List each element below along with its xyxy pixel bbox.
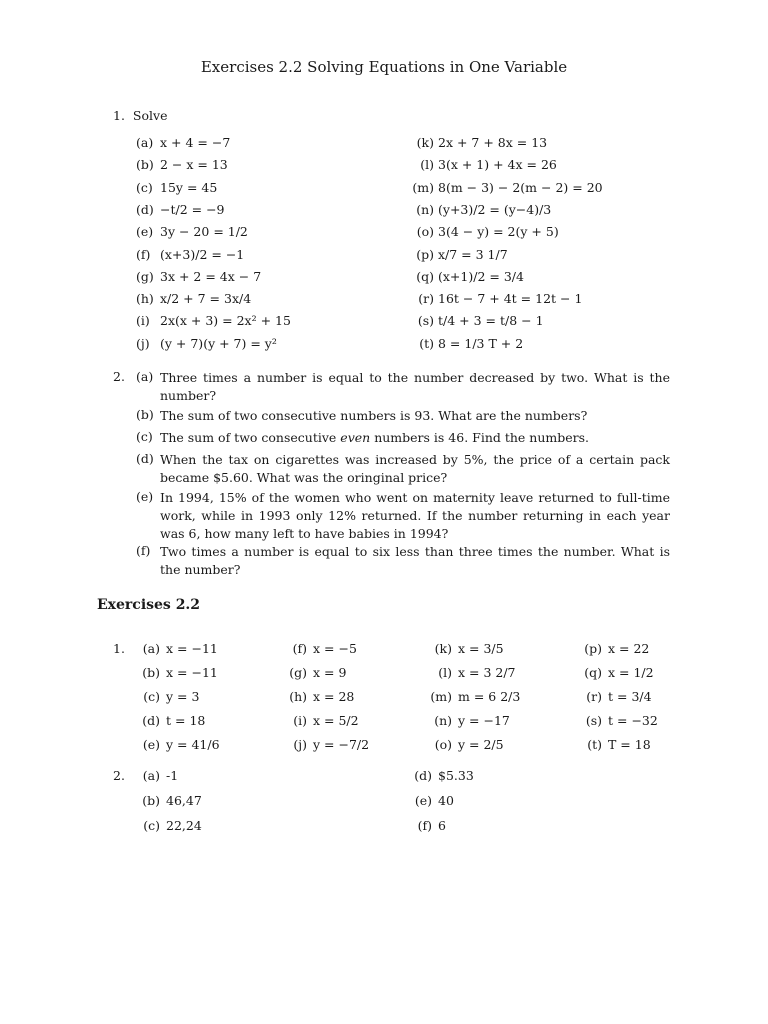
problem-text: When the tax on cigarettes was increased by 5%, the price of a certain pack became $5.60. What was the oringinal price? — [160, 452, 670, 485]
answer-text: y = 2/5 — [458, 737, 504, 752]
emphasis-text: even — [340, 430, 371, 445]
equation-text: (x+1)/2 = 3/4 — [438, 268, 524, 284]
word-problem-item — [136, 489, 670, 543]
answer-text: y = 41/6 — [166, 737, 220, 752]
answer-text: t = 18 — [166, 713, 206, 728]
equation-text: (y+3)/2 = (y−4)/3 — [438, 201, 552, 217]
item-label: (g) — [136, 268, 154, 284]
item-label: (d) — [136, 201, 154, 217]
answers-heading: Exercises 2.2 — [97, 597, 201, 613]
equation-text: t/4 + 3 = t/8 − 1 — [438, 313, 544, 329]
answer-text: t = −32 — [608, 713, 658, 728]
item-label: (r) — [586, 689, 602, 704]
answer-text: x = 5/2 — [313, 713, 359, 728]
answer-text: T = 18 — [608, 737, 651, 752]
item-label: (c) — [136, 429, 153, 444]
answer-text: x = 9 — [313, 665, 347, 680]
equation-text: (y + 7)(y + 7) = y² — [160, 335, 277, 351]
item-label: (m) — [430, 689, 452, 704]
item-label: (t) — [419, 335, 434, 351]
equation-item — [402, 202, 551, 217]
item-label: (o) — [434, 737, 452, 752]
item-label: (d) — [142, 713, 160, 728]
answer-item — [572, 641, 649, 656]
answer-item — [422, 689, 520, 704]
answer-text: x = 22 — [608, 641, 650, 656]
answer-2-number: 2. — [113, 768, 125, 783]
equation-text: 3y − 20 = 1/2 — [160, 224, 248, 240]
equation-item — [402, 336, 523, 351]
item-label: (b) — [142, 665, 160, 680]
word-problem-item — [136, 543, 670, 579]
item-label: (d) — [414, 768, 432, 783]
item-label: (n) — [416, 201, 434, 217]
answer-item — [130, 818, 202, 833]
item-label: (h) — [136, 291, 154, 307]
equation-item — [402, 269, 524, 284]
answer-item — [422, 665, 516, 680]
item-label: (p) — [584, 641, 602, 656]
answer-text: 6 — [438, 818, 446, 833]
equation-item — [136, 336, 277, 351]
question-1-header — [113, 108, 167, 123]
problem-text-part: numbers is 46. Find the numbers. — [370, 430, 590, 445]
equation-item — [136, 269, 261, 284]
answer-item — [130, 665, 218, 680]
word-problem-item — [136, 451, 670, 487]
item-label: (f) — [136, 543, 151, 558]
answer-text: y = 3 — [166, 689, 200, 704]
equation-text: 8 = 1/3 T + 2 — [438, 335, 524, 351]
equation-text: 3x + 2 = 4x − 7 — [160, 268, 262, 284]
item-label: (q) — [416, 268, 434, 284]
equation-text: 2 − x = 13 — [160, 157, 228, 173]
answer-item — [422, 737, 504, 752]
page-title: Exercises 2.2 Solving Equations in One Variable — [200, 58, 568, 76]
item-label: (e) — [142, 737, 160, 752]
item-label: (s) — [417, 313, 434, 329]
equation-text: 3(x + 1) + 4x = 26 — [438, 157, 557, 173]
item-label: (e) — [136, 224, 154, 240]
answer-text: x = 1/2 — [608, 665, 654, 680]
item-label: (g) — [289, 665, 307, 680]
answer-text: x = −11 — [166, 665, 218, 680]
equation-item — [136, 180, 217, 195]
problem-text: The sum of two consecutive numbers is 93. What are the numbers? — [160, 408, 588, 423]
answer-1-number: 1. — [113, 641, 125, 656]
answer-text: x = 28 — [313, 689, 355, 704]
item-label: (f) — [136, 246, 151, 262]
item-label: (k) — [434, 641, 452, 656]
equation-text: −t/2 = −9 — [160, 201, 225, 217]
problem-text: Two times a number is equal to six less than three times the number. What is the number? — [160, 544, 670, 577]
item-label: (a) — [142, 768, 160, 783]
item-label: (h) — [289, 689, 307, 704]
item-label: (r) — [418, 291, 434, 307]
item-label: (d) — [136, 451, 154, 466]
equation-item — [136, 135, 230, 150]
answer-item — [277, 641, 357, 656]
equation-text: (x+3)/2 = −1 — [160, 246, 245, 262]
item-label: (b) — [142, 793, 160, 808]
equation-item — [402, 313, 544, 328]
answer-text: t = 3/4 — [608, 689, 652, 704]
item-label: (b) — [136, 157, 154, 173]
answer-item — [130, 737, 220, 752]
answer-text: 46,47 — [166, 793, 202, 808]
question-number: 1. — [113, 108, 125, 123]
equation-item — [136, 291, 251, 306]
answer-text: 40 — [438, 793, 454, 808]
question-intro: Solve — [132, 108, 168, 123]
problem-text: Three times a number is equal to the number decreased by two. What is the number? — [160, 370, 670, 403]
answer-item — [402, 768, 474, 783]
answer-item — [402, 818, 446, 833]
answer-text: y = −17 — [458, 713, 510, 728]
equation-item — [402, 247, 508, 262]
item-label: (o) — [416, 224, 434, 240]
answer-text: 22,24 — [166, 818, 202, 833]
answer-text: x = −11 — [166, 641, 218, 656]
answer-text: -1 — [166, 768, 179, 783]
word-problem-item — [136, 429, 670, 447]
item-label: (e) — [136, 489, 154, 504]
answer-item — [277, 689, 354, 704]
equation-text: 16t − 7 + 4t = 12t − 1 — [438, 291, 583, 307]
answer-item — [572, 737, 651, 752]
answer-text: $5.33 — [438, 768, 474, 783]
item-label: (j) — [136, 335, 150, 351]
problem-text-part: The sum of two consecutive — [160, 430, 341, 445]
item-label: (j) — [293, 737, 307, 752]
problem-text: In 1994, 15% of the women who went on maternity leave returned to full-time work, while in 1993 only 12% returned. If the number returning in each year was 6, how many left to have babies in 1994? — [160, 490, 670, 541]
answer-text: y = −7/2 — [313, 737, 370, 752]
answer-item — [572, 713, 658, 728]
item-label: (n) — [434, 713, 452, 728]
equation-text: 15y = 45 — [160, 179, 218, 195]
item-label: (q) — [584, 665, 602, 680]
answer-item — [402, 793, 454, 808]
equation-item — [136, 202, 225, 217]
equation-item — [136, 247, 244, 262]
equation-item — [136, 313, 291, 328]
equation-item — [136, 224, 248, 239]
answer-text: m = 6 2/3 — [458, 689, 521, 704]
answer-text: x = 3/5 — [458, 641, 504, 656]
equation-text: 2x(x + 3) = 2x² + 15 — [160, 313, 291, 329]
answer-text: x = 3 2/7 — [458, 665, 516, 680]
answer-item — [277, 737, 369, 752]
answer-item — [130, 713, 205, 728]
item-label: (c) — [143, 689, 160, 704]
item-label: (a) — [136, 135, 154, 150]
equation-item — [402, 135, 547, 150]
answer-item — [130, 793, 202, 808]
item-label: (t) — [587, 737, 602, 752]
equation-text: x/2 + 7 = 3x/4 — [160, 291, 252, 307]
answer-item — [130, 689, 199, 704]
item-label: (m) — [412, 179, 434, 195]
item-label: (l) — [438, 665, 452, 680]
equation-item — [402, 224, 559, 239]
answer-item — [422, 641, 504, 656]
item-label: (l) — [420, 157, 434, 173]
item-label: (e) — [414, 793, 432, 808]
item-label: (a) — [136, 369, 154, 384]
word-problem-item — [136, 369, 670, 405]
question-2-number: 2. — [113, 369, 125, 384]
item-label: (i) — [136, 313, 150, 329]
item-label: (c) — [136, 179, 153, 195]
answer-item — [130, 641, 218, 656]
equation-item — [402, 180, 603, 195]
equation-text: 2x + 7 + 8x = 13 — [438, 135, 548, 150]
word-problem-item — [136, 407, 670, 425]
answer-item — [572, 689, 652, 704]
equation-item — [402, 291, 582, 306]
item-label: (c) — [143, 818, 160, 833]
item-label: (f) — [417, 818, 432, 833]
equation-item — [136, 157, 228, 172]
equation-text: 3(4 − y) = 2(y + 5) — [438, 224, 559, 240]
answer-item — [572, 665, 654, 680]
item-label: (p) — [416, 246, 434, 262]
item-label: (b) — [136, 407, 154, 422]
item-label: (s) — [585, 713, 602, 728]
answer-item — [277, 713, 359, 728]
item-label: (f) — [292, 641, 307, 656]
equation-item — [402, 157, 557, 172]
answer-item — [130, 768, 178, 783]
equation-text: x + 4 = −7 — [160, 135, 231, 150]
equation-text: 8(m − 3) − 2(m − 2) = 20 — [438, 179, 603, 195]
item-label: (k) — [416, 135, 434, 150]
answer-item — [422, 713, 510, 728]
item-label: (a) — [142, 641, 160, 656]
problem-text — [160, 429, 670, 447]
item-label: (i) — [293, 713, 307, 728]
answer-text: x = −5 — [313, 641, 357, 656]
equation-text: x/7 = 3 1/7 — [438, 246, 508, 262]
answer-item — [277, 665, 346, 680]
